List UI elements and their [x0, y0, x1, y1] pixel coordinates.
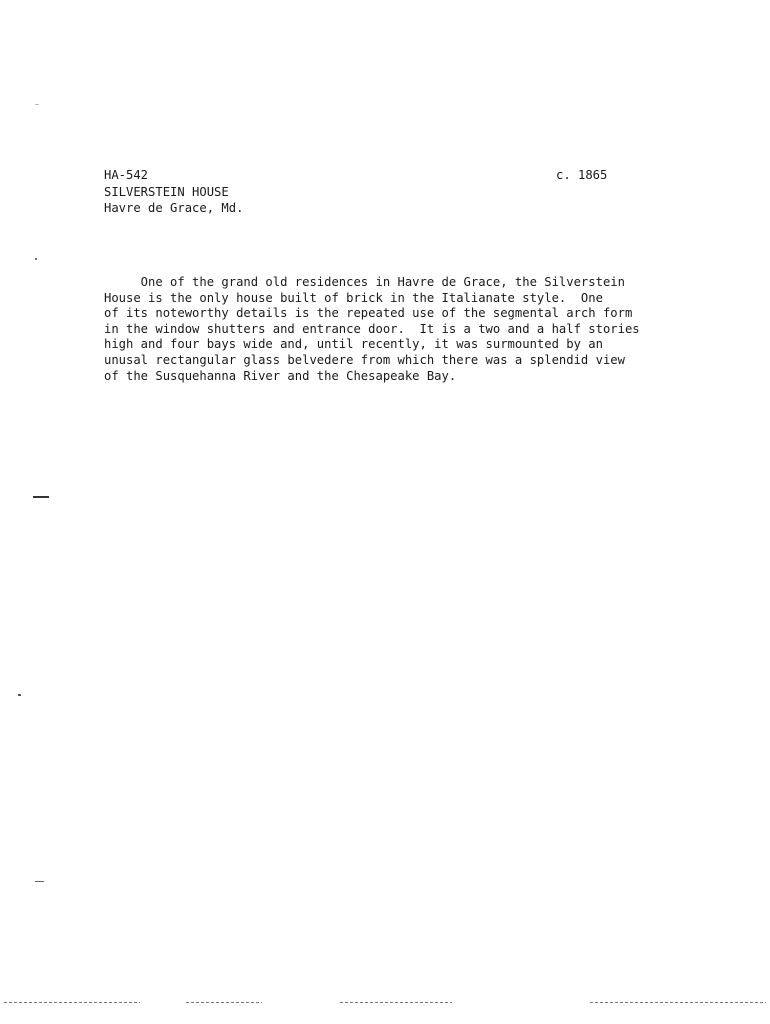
scan-artifact — [590, 1002, 766, 1003]
paragraph-line: in the window shutters and entrance door. It is a two and a half stories — [104, 321, 640, 336]
paragraph-line: of its noteworthy details is the repeated use of the segmental arch form — [104, 306, 633, 321]
scan-artifact — [35, 881, 44, 882]
description-paragraph — [104, 275, 640, 384]
property-name: SILVERSTEIN HOUSE — [104, 184, 229, 199]
scan-bottom-edge — [0, 1000, 770, 1006]
paragraph-line: unusal rectangular glass belvedere from which there was a splendid view — [104, 352, 625, 367]
scan-artifact — [33, 496, 49, 498]
scan-artifact — [35, 258, 37, 260]
site-id: HA-542 — [104, 168, 149, 182]
paragraph-line: of the Susquehanna River and the Chesapeake Bay. — [104, 368, 457, 383]
paragraph-line: high and four bays wide and, until recently, it was surmounted by an — [104, 337, 603, 352]
scan-artifact — [340, 1002, 452, 1003]
scan-artifact — [35, 104, 39, 105]
construction-date: c. 1865 — [556, 168, 608, 182]
paragraph-line: One of the grand old residences in Havre de Grace, the Silverstein — [104, 275, 625, 289]
scan-artifact — [4, 1002, 140, 1003]
scan-artifact — [186, 1002, 262, 1003]
scan-artifact — [18, 694, 21, 696]
property-location: Havre de Grace, Md. — [104, 201, 244, 215]
document-header — [104, 167, 243, 217]
paragraph-line: House is the only house built of brick in the Italianate style. One — [104, 290, 603, 305]
